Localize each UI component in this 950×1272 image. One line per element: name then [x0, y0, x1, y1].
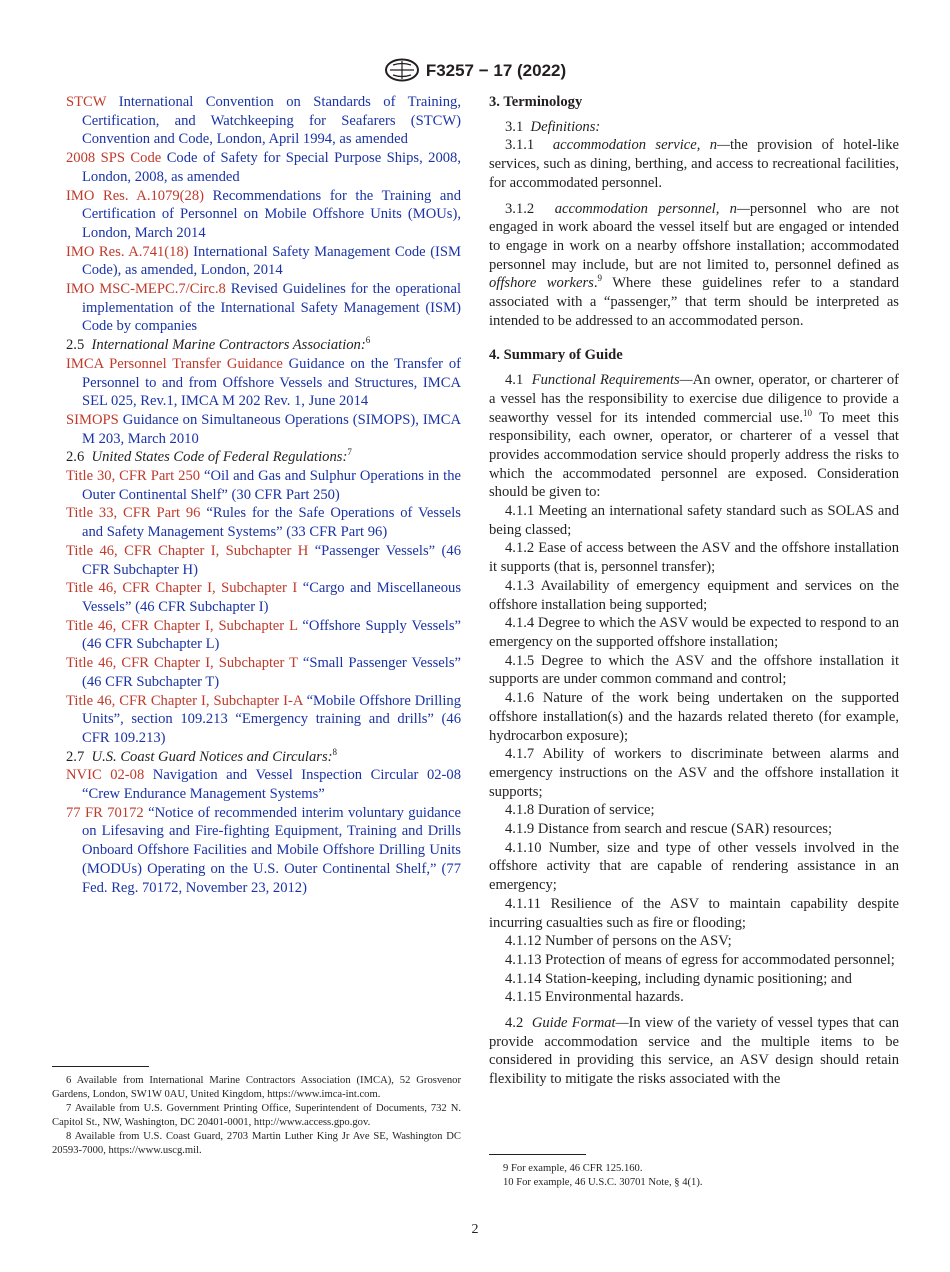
- list-item: 4.1.2 Ease of access between the ASV and the offshore installation it supports (that is, personnel transfer);: [489, 540, 899, 576]
- ref-list-a: [66, 93, 461, 336]
- ref-list-c: [66, 467, 461, 748]
- ref-list-d: [66, 766, 461, 897]
- right-column: [489, 93, 899, 1089]
- ref-item: IMCA Personnel Transfer Guidance Guidance on the Transfer of Personnel to and from Offshore Vessels and Structures, IMCA SEL 025, Rev.1, IMCA M 202 Rev. 1, June 2014: [66, 355, 461, 410]
- ref-item: NVIC 02-08 Navigation and Vessel Inspection Circular 02-08 “Crew Endurance Management Systems”: [66, 767, 461, 803]
- footnote-rule-right: [489, 1154, 586, 1155]
- designation: F3257 − 17 (2022): [425, 61, 567, 80]
- subsection-2-5: 2.5 International Marine Contractors Association:$^6$: [66, 335, 371, 354]
- footnote: 9 For example, 46 CFR 125.160.: [503, 1163, 643, 1174]
- ref-item: SIMOPS Guidance on Simultaneous Operations (SIMOPS), IMCA M 203, March 2010: [66, 411, 461, 447]
- footnotes-right: [489, 1162, 899, 1190]
- list-item: 4.1.7 Ability of workers to discriminate between alarms and emergency instructions on the ASV and the offshore installation it supports;: [489, 746, 899, 800]
- list-item: 4.1.8 Duration of service;: [505, 802, 655, 819]
- para-4-1: 4.1 Functional Requirements—An owner, operator, or charterer of a vessel has the responsibility to exercise due diligence to provide a seaworthy vessel for its intended commercial use.$^{10}$ To meet this responsibility, each owner, operator, or charterer of a vessel that provides accommodation service should properly address the risks to which the accommodated personnel are exposed. Consideration should be given to:: [489, 372, 899, 501]
- ref-item: 2008 SPS Code Code of Safety for Special Purpose Ships, 2008, London, 2008, as amended: [66, 150, 461, 185]
- list-item: 4.1.1 Meeting an international safety standard such as SOLAS and being classed;: [489, 503, 899, 538]
- ref-item: IMO Res. A.1079(28) Recommendations for the Training and Certification of Personnel on Mobile Offshore Units (MOUs), London, March 2014: [66, 187, 461, 241]
- list-item: 4.1.14 Station-keeping, including dynamic positioning; and: [505, 970, 852, 987]
- list-item: 4.1.11 Resilience of the ASV to maintain capability despite incurring casualties such as fire or flooding;: [489, 895, 899, 931]
- list-item: 4.1.10 Number, size and type of other vessels involved in the offshore activity that are capable of rendering assistance in an emergency;: [489, 839, 899, 894]
- list-item: 4.1.15 Environmental hazards.: [505, 989, 684, 1006]
- page-header: [0, 58, 950, 87]
- footnote-rule-left: [52, 1066, 149, 1067]
- ref-item: Title 46, CFR Chapter I, Subchapter T “Small Passenger Vessels” (46 CFR Subchapter T): [66, 655, 461, 690]
- para-4-2: 4.2 Guide Format—In view of the variety of vessel types that can provide accommodation service and the multiple items to be considered in providing this service, an ASV design should retain flexibility to mitigate the risks associated with the: [489, 1015, 899, 1088]
- ref-item: Title 46, CFR Chapter I, Subchapter L “Offshore Supply Vessels” (46 CFR Subchapter L): [66, 617, 461, 653]
- list-item: 4.1.4 Degree to which the ASV would be expected to respond to an emergency on the supported offshore installation;: [489, 615, 899, 650]
- footnote: 6 Available from International Marine Contractors Association (IMCA), 52 Grosvenor Gardens, London, SW1W 0AU, United Kingdom, https://www.imca-int.com.: [52, 1075, 461, 1100]
- ref-item: STCW International Convention on Standards of Training, Certification, and Watchkeeping for Seafarers (STCW) Convention and Code, London, April 1994, as amended: [66, 94, 461, 148]
- page-number: 2: [471, 1222, 479, 1237]
- footnote: 10 For example, 46 U.S.C. 30701 Note, § 4(1).: [503, 1177, 703, 1188]
- ref-item: IMO MSC-MEPC.7/Circ.8 Revised Guidelines for the operational implementation of the International Safety Management (ISM) Code by companies: [66, 281, 462, 335]
- subsection-2-7: 2.7 U.S. Coast Guard Notices and Circulars:$^8$: [66, 746, 337, 765]
- section-3-heading: 3. Terminology: [489, 94, 583, 110]
- ref-item: Title 33, CFR Part 96 “Rules for the Safe Operations of Vessels and Safety Management Systems” (33 CFR Part 96): [66, 505, 461, 541]
- ref-item: IMO Res. A.741(18) International Safety Management Code (ISM Code), as amended, London, 2014: [66, 243, 462, 279]
- para-3-1-2: 3.1.2 accommodation personnel, n—personnel who are not engaged in work aboard the vessel itself but are engaged or intended to engage in work on a nearby offshore installation; accommodated personnel may include, but are not limited to, personnel defined as offshore workers.$^9$ Where these guidelines refer to a standard associated with a “passenger,” that term should be interpreted as intended to be addressed to an accommodated person.: [489, 200, 900, 329]
- ref-list-b: [66, 355, 461, 449]
- footnote: 7 Available from U.S. Government Printing Office, Superintendent of Documents, 732 N. Capitol St., NW, Washington, DC 20401-0001, http://www.access.gpo.gov.: [52, 1103, 461, 1128]
- para-3-1-1: 3.1.1 accommodation service, n—the provision of hotel-like services, such as dining, berthing, and access to recreational facilities, for accommodated personnel.: [489, 137, 899, 191]
- footnotes-left: [52, 1074, 461, 1158]
- list-item: 4.1.6 Nature of the work being undertaken on the supported offshore installation(s) and the hazards related thereto (for example, hydrocarbon exposure);: [489, 690, 899, 744]
- section-4-heading: 4. Summary of Guide: [489, 347, 623, 364]
- list-item: 4.1.3 Availability of emergency equipment and services on the offshore installation being supported;: [489, 577, 899, 613]
- ref-item: 77 FR 70172 “Notice of recommended interim voluntary guidance on Lifesaving and Fire-fighting Equipment, Training and Drills Onboard Offshore Facilities and Mobile Offshore Drilling Units (MODUs) Operating on the U.S. Outer Continental Shelf,” (77 Fed. Reg. 70172, November 23, 2012): [66, 804, 461, 896]
- ref-item: Title 30, CFR Part 250 “Oil and Gas and Sulphur Operations in the Outer Continental Shelf” (30 CFR Part 250): [66, 468, 461, 503]
- list-item: 4.1.13 Protection of means of egress for accommodated personnel;: [505, 951, 895, 968]
- footnote: 8 Available from U.S. Coast Guard, 2703 Martin Luther King Jr Ave SE, Washington DC 20593-7000, https://www.uscg.mil.: [52, 1131, 461, 1156]
- astm-logo-icon: [384, 58, 420, 87]
- list-item: 4.1.5 Degree to which the ASV and the offshore installation it supports are under common command and control;: [489, 652, 899, 688]
- subsection-2-6: 2.6 United States Code of Federal Regulations:$^7$: [66, 447, 352, 466]
- ref-item: Title 46, CFR Chapter I, Subchapter I “Cargo and Miscellaneous Vessels” (46 CFR Subchapter I): [66, 580, 462, 615]
- list-item: 4.1.9 Distance from search and rescue (SAR) resources;: [505, 821, 833, 838]
- left-column: [66, 93, 461, 897]
- ref-item: Title 46, CFR Chapter I, Subchapter I-A “Mobile Offshore Drilling Units”, section 109.213 “Emergency training and drills” (46 CFR 109.213): [66, 692, 461, 746]
- list-item: 4.1.12 Number of persons on the ASV;: [505, 933, 732, 950]
- para-3-1: 3.1 Definitions:: [505, 118, 601, 135]
- ref-item: Title 46, CFR Chapter I, Subchapter H “Passenger Vessels” (46 CFR Subchapter H): [66, 542, 461, 578]
